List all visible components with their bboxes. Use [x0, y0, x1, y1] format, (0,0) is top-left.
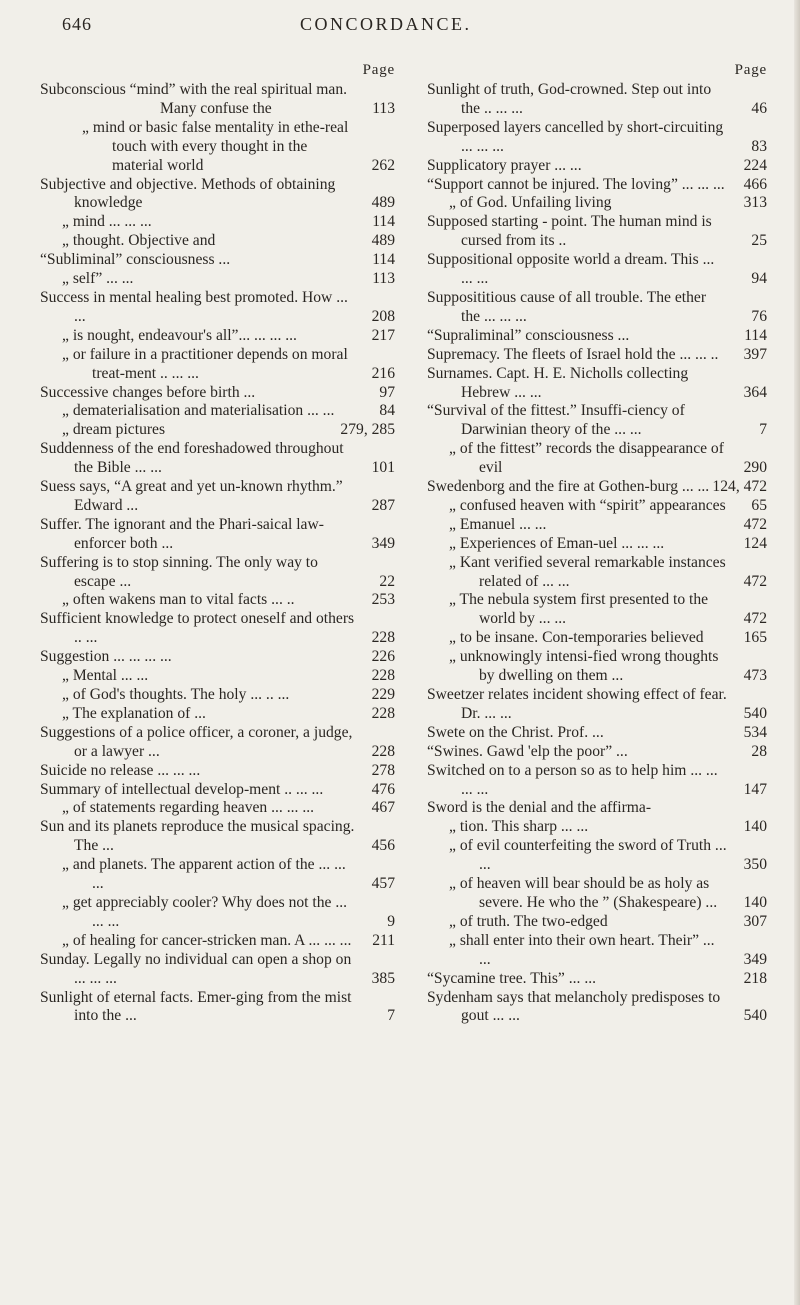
entry-page-ref: 457: [371, 875, 395, 893]
index-entry: [40, 856, 395, 894]
entry-text: Suppositional opposite world a dream. This ... ... ...: [427, 251, 715, 288]
index-entry: [427, 365, 767, 403]
entry-text: Sufficient knowledge to protect oneself and others .. ...: [40, 610, 355, 647]
entry-text: „ Mental ... ...: [62, 667, 149, 685]
entry-text: „ unknowingly intensi-fied wrong thoughts by dwelling on them ...: [449, 648, 719, 685]
index-entry: [427, 440, 767, 478]
entry-text: „ thought. Objective and: [62, 232, 216, 250]
index-entry: [427, 762, 767, 800]
entry-text: Suggestion ... ... ... ...: [40, 648, 172, 666]
entry-page-ref: 476: [371, 780, 395, 798]
entry-text: „ dream pictures: [62, 421, 166, 439]
entry-text: „ self” ... ...: [62, 270, 134, 288]
entry-page-ref: 114: [372, 213, 395, 231]
entry-text: „ The nebula system first presented to the world by ... ...: [449, 591, 709, 628]
entry-page-ref: 101: [371, 459, 395, 477]
entry-text: „ get appreciably cooler? Why does not the ... ... ...: [62, 893, 348, 930]
entry-text: Sydenham says that melancholy predisposes to gout ... ...: [427, 988, 721, 1025]
entry-page-ref: 472: [743, 572, 767, 590]
index-entries: [40, 81, 395, 1026]
entry-page-ref: 208: [371, 307, 395, 325]
entry-page-ref: 385: [371, 969, 395, 987]
index-entry: [40, 289, 395, 327]
entry-page-ref: 46: [751, 99, 767, 117]
index-entry: [427, 289, 767, 327]
running-title: CONCORDANCE.: [300, 14, 472, 34]
index-entry: [427, 818, 767, 837]
entry-page-ref: 397: [743, 345, 767, 363]
index-entry: [427, 346, 767, 365]
index-entry: [427, 970, 767, 989]
index-entry: [40, 440, 395, 478]
entry-page-ref: 534: [743, 723, 767, 741]
entry-text: „ Emanuel ... ...: [449, 515, 547, 533]
entry-text: „ of healing for cancer-stricken man. A ... ... ...: [62, 931, 352, 949]
index-entry: [40, 119, 395, 176]
entry-page-ref: 364: [743, 383, 767, 401]
entry-text: Success in mental healing best promoted. How ... ...: [40, 288, 348, 325]
entry-page-ref: 228: [371, 667, 395, 685]
right-column: [427, 60, 767, 1026]
index-entry: [427, 724, 767, 743]
entry-page-ref: 113: [372, 99, 395, 117]
entry-text: “Supraliminal” consciousness ...: [427, 326, 630, 344]
entry-text: Superposed layers cancelled by short-circuiting ... ... ...: [427, 118, 724, 155]
entry-text: „ and planets. The apparent action of the ... ... ...: [62, 856, 346, 893]
index-entry: [427, 875, 767, 913]
index-entry: [40, 251, 395, 270]
entry-page-ref: 287: [371, 496, 395, 514]
entry-text: „ mind or basic false mentality in ethe-real touch with every thought in the material world: [82, 118, 349, 174]
index-entry: [40, 213, 395, 232]
index-entry: [40, 384, 395, 403]
index-entry: [427, 989, 767, 1027]
index-entry: [427, 799, 767, 818]
entry-page-ref: 228: [371, 704, 395, 722]
index-entry: [40, 724, 395, 762]
entry-text: “Sycamine tree. This” ... ...: [427, 969, 597, 987]
entry-page-ref: 28: [751, 742, 767, 760]
entry-page-ref: 216: [371, 364, 395, 382]
entry-text: Supposititious cause of all trouble. The ether the ... ... ...: [427, 288, 707, 325]
entry-text: „ of heaven will bear should be as holy as severe. He who the ” (Shakespeare) ...: [449, 875, 718, 911]
page-edge: [794, 0, 800, 1305]
entry-text: „ of the fittest” records the disappearance of evil: [449, 440, 724, 477]
entry-page-ref: 489: [371, 194, 395, 212]
entry-page-ref: 218: [743, 969, 767, 987]
entry-text: „ of statements regarding heaven ... ... ...: [62, 799, 315, 817]
page-column-label: Page: [734, 62, 767, 78]
index-entry: [40, 781, 395, 800]
index-entry: [427, 743, 767, 762]
index-entries: [427, 81, 767, 1026]
index-entry: [40, 176, 395, 214]
entry-page-ref: 114: [744, 326, 767, 344]
entry-text: „ of God's thoughts. The holy ... .. ...: [62, 686, 290, 703]
index-entry: [40, 989, 395, 1027]
entry-page-ref: 226: [371, 648, 395, 666]
entry-text: „ or failure in a practitioner depends on moral treat-ment .. ... ...: [62, 345, 348, 382]
entry-text: “Swines. Gawd 'elp the poor” ...: [427, 742, 628, 760]
entry-page-ref: 165: [743, 629, 767, 647]
index-entry: [40, 478, 395, 516]
index-entry: [40, 516, 395, 554]
entry-text: Suggestions of a police officer, a coroner, a judge, or a lawyer ...: [40, 723, 353, 760]
entry-text: Sun and its planets reproduce the musical spacing. The ...: [40, 818, 355, 855]
entry-page-ref: 473: [743, 667, 767, 685]
entry-page-ref: 228: [371, 742, 395, 760]
entry-page-ref: 7: [387, 1007, 395, 1025]
entry-page-ref: 217: [371, 326, 395, 344]
entry-page-ref: 65: [751, 496, 767, 514]
index-entry: [40, 686, 395, 705]
entry-page-ref: 211: [372, 931, 395, 949]
index-entry: [427, 591, 767, 629]
entry-text: „ tion. This sharp ... ...: [449, 818, 589, 836]
entry-text: „ The explanation of ...: [62, 704, 206, 722]
index-entry: [427, 554, 767, 592]
index-entry: [427, 478, 767, 497]
index-entry: [40, 951, 395, 989]
entry-text: „ Kant verified several remarkable instances related of ... ...: [449, 553, 726, 590]
entry-page-ref: 290: [743, 459, 767, 477]
entry-page-ref: 313: [743, 194, 767, 212]
entry-page-ref: 540: [743, 1007, 767, 1025]
entry-page-ref: 7: [759, 421, 767, 439]
entry-page-ref: 262: [371, 156, 395, 174]
entry-text: „ to be insane. Con-temporaries believed: [449, 629, 704, 647]
entry-text: Sunlight of truth, God-crowned. Step out into the .. ... ...: [427, 81, 712, 117]
index-entry: [427, 648, 767, 686]
entry-text: Sword is the denial and the affirma-: [427, 799, 652, 817]
index-entry: [427, 157, 767, 176]
entry-text: „ Experiences of Eman-uel ... ... ...: [449, 534, 665, 552]
entry-text: Subconscious “mind” with the real spiritual man. Many confuse the: [40, 81, 348, 117]
index-entry: [427, 837, 767, 875]
entry-text: “Support cannot be injured. The loving” ... ... ...: [427, 175, 725, 193]
entry-text: Switched on to a person so as to help him ... ... ... ...: [427, 761, 718, 798]
index-entry: [40, 667, 395, 686]
entry-page-ref: 540: [743, 704, 767, 722]
entry-page-ref: 25: [751, 232, 767, 250]
index-entry: [427, 176, 767, 195]
entry-page-ref: 472: [743, 515, 767, 533]
entry-page-ref: 140: [743, 893, 767, 911]
entry-page-ref: 279, 285: [340, 421, 395, 439]
entry-page-ref: 9: [387, 912, 395, 930]
index-entry: [40, 610, 395, 648]
entry-text: “Subliminal” consciousness ...: [40, 251, 231, 269]
index-entry: [427, 629, 767, 648]
index-entry: [40, 270, 395, 289]
entry-page-ref: 456: [371, 837, 395, 855]
entry-page-ref: 113: [372, 270, 395, 288]
index-entry: [427, 251, 767, 289]
entry-page-ref: 147: [743, 780, 767, 798]
entry-page-ref: 124: [743, 534, 767, 552]
entry-text: „ of truth. The two-edged: [449, 912, 608, 930]
index-entry: [40, 591, 395, 610]
index-entry: [40, 402, 395, 421]
entry-text: „ dematerialisation and materialisation ... ...: [62, 402, 335, 420]
index-entry: [427, 194, 767, 213]
entry-text: Sweetzer relates incident showing effect of fear. Dr. ... ...: [427, 686, 727, 722]
index-entry: [427, 535, 767, 554]
index-entry: [427, 213, 767, 251]
index-entry: [427, 81, 767, 119]
index-entry: [40, 421, 395, 440]
index-entry: [427, 932, 767, 970]
entry-text: Successive changes before birth ...: [40, 383, 256, 401]
entry-page-ref: 124, 472: [712, 478, 767, 496]
page-number: 646: [62, 14, 92, 34]
index-entry: [40, 232, 395, 251]
entry-page-ref: 224: [743, 156, 767, 174]
entry-text: „ of evil counterfeiting the sword of Truth ... ...: [449, 837, 727, 874]
entry-page-ref: 114: [372, 251, 395, 269]
index-entry: [427, 913, 767, 932]
page-column-label: Page: [362, 62, 395, 78]
entry-text: Swedenborg and the fire at Gothen-burg ... ...: [427, 478, 710, 496]
entry-page-ref: 140: [743, 818, 767, 836]
entry-page-ref: 472: [743, 610, 767, 628]
entry-text: „ often wakens man to vital facts ... ..: [62, 591, 295, 609]
entry-page-ref: 278: [371, 761, 395, 779]
entry-text: „ is nought, endeavour's all”... ... ... ...: [62, 326, 297, 344]
entry-page-ref: 467: [371, 799, 395, 817]
entry-page-ref: 76: [751, 307, 767, 325]
entry-text: Suddenness of the end foreshadowed throughout the Bible ... ...: [40, 440, 344, 477]
entry-text: Subjective and objective. Methods of obtaining knowledge: [40, 175, 336, 212]
index-entry: [427, 402, 767, 440]
entry-page-ref: 229: [371, 686, 395, 703]
entry-page-ref: 97: [379, 383, 395, 401]
entry-text: Sunlight of eternal facts. Emer-ging from the mist into the ...: [40, 988, 352, 1025]
entry-text: Supplicatory prayer ... ...: [427, 156, 582, 174]
entry-page-ref: 22: [379, 572, 395, 590]
entry-text: Surnames. Capt. H. E. Nicholls collecting Hebrew ... ...: [427, 364, 689, 401]
entry-text: Suess says, “A great and yet un-known rhythm.” Edward ...: [40, 478, 343, 514]
index-entry: [40, 327, 395, 346]
entry-text: Swete on the Christ. Prof. ...: [427, 723, 604, 741]
entry-text: “Survival of the fittest.” Insuffi-ciency of Darwinian theory of the ... ...: [427, 402, 685, 439]
index-entry: [40, 762, 395, 781]
entry-page-ref: 489: [371, 232, 395, 250]
index-entry: [40, 894, 395, 932]
entry-page-ref: 228: [371, 629, 395, 647]
entry-page-ref: 307: [743, 912, 767, 930]
entry-text: Suicide no release ... ... ...: [40, 761, 201, 779]
entry-text: „ of God. Unfailing living: [449, 194, 612, 212]
entry-page-ref: 349: [371, 534, 395, 552]
index-entry: [40, 346, 395, 384]
entry-text: „ mind ... ... ...: [62, 213, 152, 231]
entry-text: Suffering is to stop sinning. The only way to escape ...: [40, 553, 318, 590]
entry-page-ref: 94: [751, 270, 767, 288]
index-entry: [40, 705, 395, 724]
index-entry: [40, 818, 395, 856]
index-entry: [427, 327, 767, 346]
entry-page-ref: 349: [743, 950, 767, 968]
entry-text: „ shall enter into their own heart. Their” ... ...: [449, 931, 715, 968]
entry-text: Summary of intellectual develop-ment .. ... ...: [40, 780, 324, 798]
index-entry: [40, 554, 395, 592]
index-entry: [40, 799, 395, 818]
index-entry: [427, 516, 767, 535]
entry-page-ref: 350: [743, 856, 767, 874]
index-entry: [427, 686, 767, 724]
entry-page-ref: 84: [379, 402, 395, 420]
index-entry: [40, 932, 395, 951]
entry-page-ref: 253: [371, 591, 395, 609]
entry-text: Supremacy. The fleets of Israel hold the ... ... ..: [427, 345, 719, 363]
entry-page-ref: 83: [751, 137, 767, 155]
entry-text: „ confused heaven with “spirit” appearances: [449, 496, 726, 514]
left-column: [40, 60, 395, 1026]
index-entry: [427, 497, 767, 516]
index-entry: [427, 119, 767, 157]
entry-page-ref: 466: [743, 175, 767, 193]
entry-text: Suffer. The ignorant and the Phari-saical law-enforcer both ...: [40, 515, 324, 552]
index-entry: [40, 648, 395, 667]
entry-text: Sunday. Legally no individual can open a shop on ... ... ...: [40, 950, 352, 987]
entry-text: Supposed starting - point. The human mind is cursed from its ..: [427, 213, 712, 250]
index-entry: [40, 81, 395, 119]
